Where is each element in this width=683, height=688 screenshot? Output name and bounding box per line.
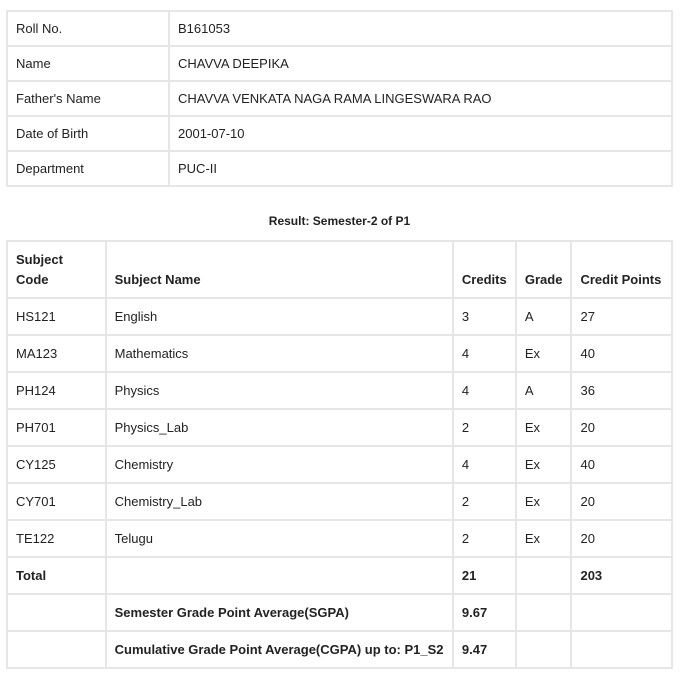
header-subject-code-line1: Subject: [16, 251, 63, 267]
subject-code: CY701: [7, 483, 106, 520]
sgpa-value: 9.67: [453, 594, 516, 631]
subject-credits: 4: [453, 446, 516, 483]
table-row: [7, 483, 672, 520]
department-label: Department: [7, 151, 169, 186]
subject-code: PH701: [7, 409, 106, 446]
father-label: Father's Name: [7, 81, 169, 116]
cgpa-value: 9.47: [453, 631, 516, 668]
name-value: CHAVVA DEEPIKA: [169, 46, 672, 81]
subject-grade: Ex: [516, 520, 572, 557]
subject-credit-points: 27: [571, 298, 672, 335]
total-label: Total: [7, 557, 106, 594]
name-label: Name: [7, 46, 169, 81]
subject-name: Mathematics: [106, 335, 453, 372]
subject-credits: 2: [453, 409, 516, 446]
subject-credit-points: 20: [571, 520, 672, 557]
father-row: [7, 81, 672, 116]
subject-credits: 4: [453, 335, 516, 372]
cgpa-points-empty: [571, 631, 672, 668]
table-row: [7, 335, 672, 372]
subject-code: TE122: [7, 520, 106, 557]
subject-credit-points: 36: [571, 372, 672, 409]
subject-grade: Ex: [516, 446, 572, 483]
subject-code: MA123: [7, 335, 106, 372]
name-row: [7, 46, 672, 81]
subject-credit-points: 20: [571, 483, 672, 520]
dob-value: 2001-07-10: [169, 116, 672, 151]
subject-name: Telugu: [106, 520, 453, 557]
total-empty-cell: [106, 557, 453, 594]
subject-credit-points: 20: [571, 409, 672, 446]
student-info-table: [6, 10, 673, 187]
cgpa-label: Cumulative Grade Point Average(CGPA) up to: P1_S2: [106, 631, 453, 668]
subject-code: PH124: [7, 372, 106, 409]
cgpa-row: [7, 631, 672, 668]
subject-name: Chemistry: [106, 446, 453, 483]
results-header-row: [7, 241, 672, 298]
sgpa-label: Semester Grade Point Average(SGPA): [106, 594, 453, 631]
subject-name: English: [106, 298, 453, 335]
subject-name: Physics: [106, 372, 453, 409]
result-title: Result: Semester-2 of P1: [268, 214, 411, 228]
header-grade: Grade: [516, 241, 572, 298]
header-subject-code: [7, 241, 106, 298]
subject-credits: 4: [453, 372, 516, 409]
cgpa-grade-empty: [516, 631, 572, 668]
total-row: [7, 557, 672, 594]
header-subject-code-line2: Code: [16, 271, 49, 287]
father-value: CHAVVA VENKATA NAGA RAMA LINGESWARA RAO: [169, 81, 672, 116]
header-subject-name: Subject Name: [106, 241, 453, 298]
table-row: [7, 446, 672, 483]
header-credits: Credits: [453, 241, 516, 298]
roll-row: [7, 11, 672, 46]
subject-credits: 2: [453, 520, 516, 557]
subject-grade: Ex: [516, 335, 572, 372]
table-row: [7, 298, 672, 335]
results-table: [6, 240, 673, 669]
table-row: [7, 372, 672, 409]
dob-label: Date of Birth: [7, 116, 169, 151]
subject-code: CY125: [7, 446, 106, 483]
subject-credit-points: 40: [571, 446, 672, 483]
subject-grade: A: [516, 372, 572, 409]
sgpa-empty-cell: [7, 594, 106, 631]
subject-code: HS121: [7, 298, 106, 335]
roll-value: B161053: [169, 11, 672, 46]
subject-credit-points: 40: [571, 335, 672, 372]
subject-credits: 3: [453, 298, 516, 335]
roll-label: Roll No.: [7, 11, 169, 46]
sgpa-points-empty: [571, 594, 672, 631]
subject-name: Chemistry_Lab: [106, 483, 453, 520]
subject-grade: Ex: [516, 483, 572, 520]
table-row: [7, 409, 672, 446]
total-credit-points: 203: [571, 557, 672, 594]
table-row: [7, 520, 672, 557]
sgpa-grade-empty: [516, 594, 572, 631]
total-credits: 21: [453, 557, 516, 594]
dob-row: [7, 116, 672, 151]
subject-credits: 2: [453, 483, 516, 520]
subject-name: Physics_Lab: [106, 409, 453, 446]
department-row: [7, 151, 672, 186]
subject-grade: A: [516, 298, 572, 335]
department-value: PUC-II: [169, 151, 672, 186]
sgpa-row: [7, 594, 672, 631]
subject-grade: Ex: [516, 409, 572, 446]
total-grade-empty: [516, 557, 572, 594]
cgpa-empty-cell: [7, 631, 106, 668]
header-credit-points: Credit Points: [571, 241, 672, 298]
